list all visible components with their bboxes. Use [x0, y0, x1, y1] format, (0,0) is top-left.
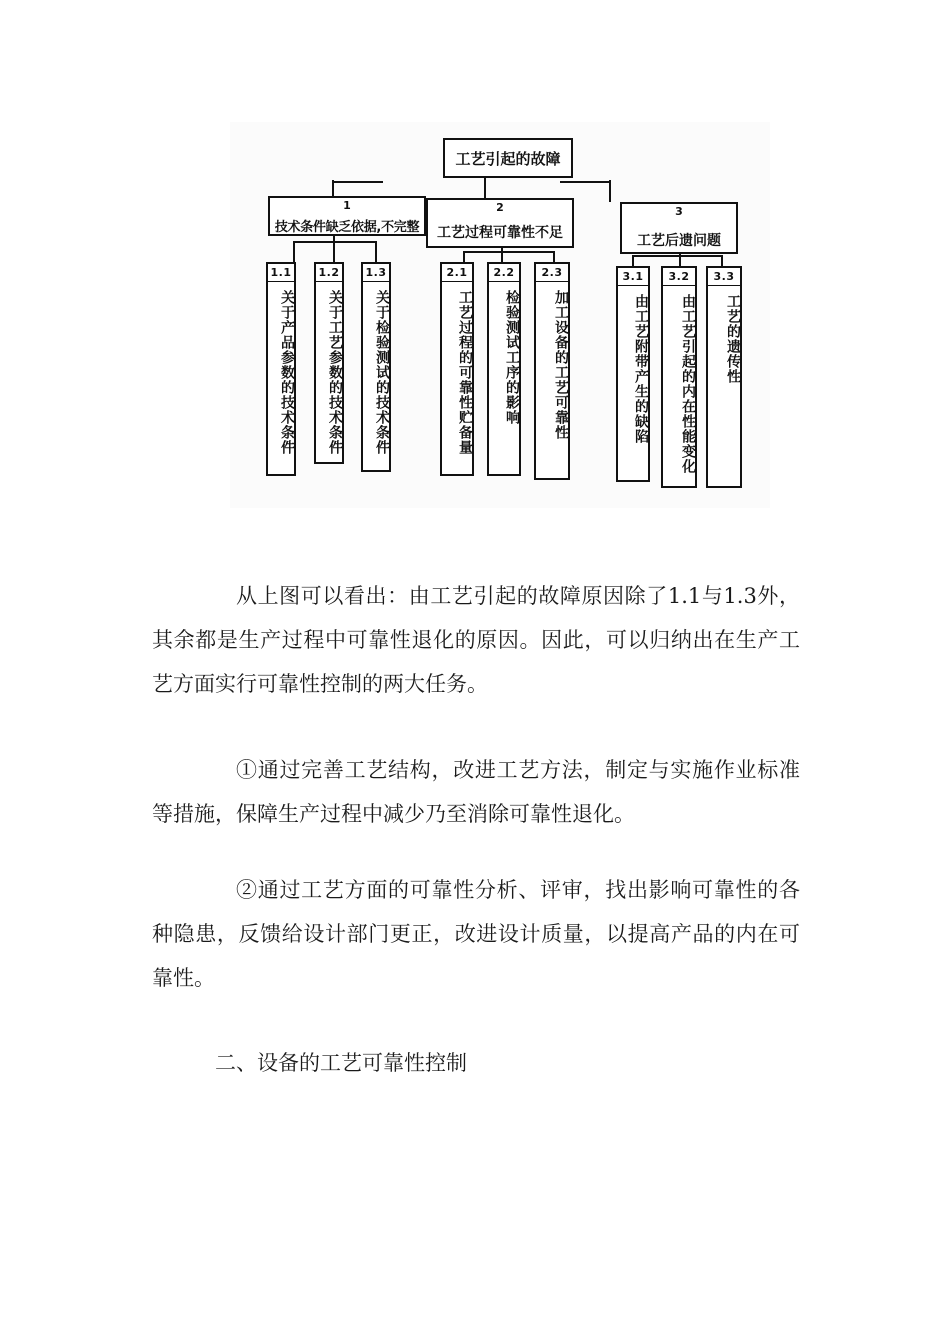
leaf-number: 2.3	[541, 266, 563, 279]
leaf-divider	[536, 281, 568, 282]
leaf-divider	[618, 285, 648, 286]
leaf-text: 检验测试工序的影响	[504, 290, 520, 425]
branch-node-1	[268, 196, 426, 236]
leaf-text: 关于工艺参数的技术条件	[327, 290, 343, 455]
branch-node-3	[620, 202, 738, 254]
leaf-text: 工艺的遗传性	[725, 294, 741, 384]
leaf-number: 1.1	[270, 266, 292, 279]
leaf-divider	[316, 281, 342, 282]
leaf-node-3-1	[616, 266, 650, 482]
leaf-divider	[268, 281, 294, 282]
branch-node-2	[426, 198, 574, 248]
leaf-number: 1.2	[318, 266, 340, 279]
root-node-label: 工艺引起的故障	[455, 150, 561, 168]
leaf-node-1-2	[314, 262, 344, 464]
leaf-text: 由工艺附带产生的缺陷	[633, 294, 649, 444]
leaf-divider	[489, 281, 519, 282]
leaf-number: 2.2	[493, 266, 515, 279]
branch-number: 1	[343, 199, 351, 212]
leaf-number: 2.1	[446, 266, 468, 279]
leaf-divider	[442, 281, 472, 282]
paragraph-summary: 从上图可以看出：由工艺引起的故障原因除了1.1与1.3外，其余都是生产过程中可靠性退化的原因。因此，可以归纳出在生产工艺方面实行可靠性控制的两大任务。	[152, 584, 800, 696]
leaf-node-2-3	[534, 262, 570, 480]
leaf-text: 由工艺引起的内在性能变化	[680, 294, 696, 474]
branch-label: 工艺后遗问题	[637, 233, 721, 249]
leaf-text: 关于产品参数的技术条件	[279, 290, 295, 455]
branch-label: 技术条件缺乏依据,不完整	[274, 220, 420, 235]
branch-number: 3	[675, 205, 683, 218]
leaf-node-2-2	[487, 262, 521, 476]
leaf-node-1-1	[266, 262, 296, 476]
fault-tree-diagram	[230, 122, 770, 508]
leaf-node-2-1	[440, 262, 474, 476]
section-heading: 二、设备的工艺可靠性控制	[215, 1051, 467, 1075]
leaf-divider	[363, 281, 389, 282]
branch-number: 2	[496, 201, 504, 214]
leaf-number: 3.2	[668, 270, 690, 283]
leaf-number: 1.3	[365, 266, 387, 279]
paragraph-task-2: ②通过工艺方面的可靠性分析、评审，找出影响可靠性的各种隐患，反馈给设计部门更正，改进设计质量，以提高产品的内在可靠性。	[152, 878, 800, 990]
leaf-node-3-2	[661, 266, 697, 488]
leaf-text: 工艺过程的可靠性贮备量	[457, 290, 473, 455]
leaf-text: 加工设备的工艺可靠性	[553, 290, 569, 440]
leaf-text: 关于检验测试的技术条件	[374, 290, 390, 455]
root-node	[443, 138, 573, 178]
branch-label: 工艺过程可靠性不足	[437, 225, 563, 241]
leaf-number: 3.3	[713, 270, 735, 283]
leaf-node-1-3	[361, 262, 391, 472]
leaf-divider	[708, 285, 740, 286]
leaf-node-3-3	[706, 266, 742, 488]
leaf-number: 3.1	[622, 270, 644, 283]
paragraph-task-1: ①通过完善工艺结构，改进工艺方法，制定与实施作业标准等措施，保障生产过程中减少乃至消除可靠性退化。	[152, 758, 800, 826]
leaf-divider	[663, 285, 695, 286]
